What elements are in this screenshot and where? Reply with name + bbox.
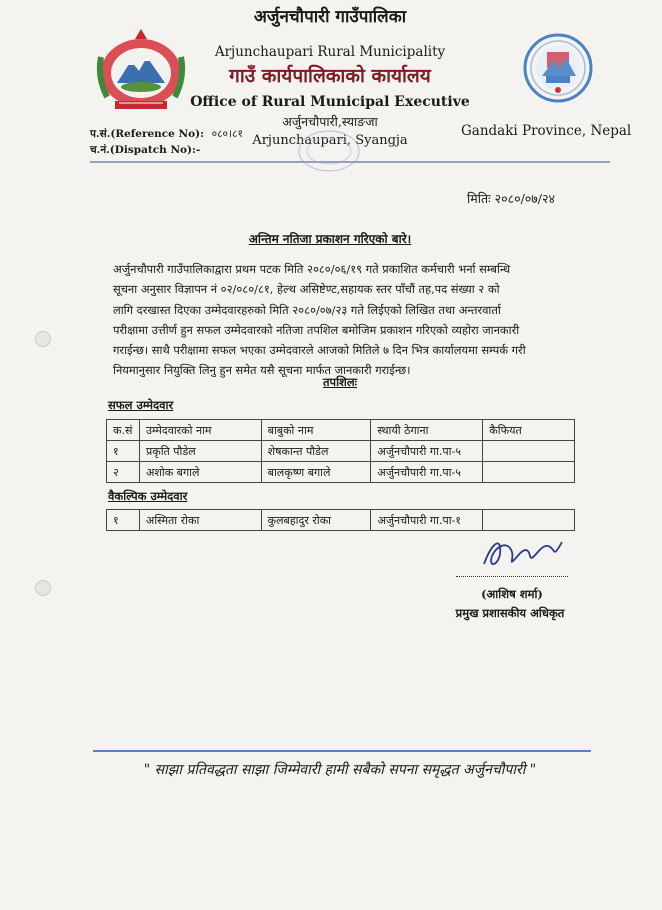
table-row bbox=[107, 462, 575, 483]
body-line: नियमानुसार नियुक्ति लिनु हुन समेत यसै सूचना मार्फत जानकारी गराईन्छ। bbox=[113, 363, 411, 378]
remarks-cell bbox=[483, 462, 575, 483]
municipality-logo bbox=[520, 32, 596, 104]
table-header-row bbox=[107, 420, 575, 441]
details-heading: तपशिलः bbox=[322, 375, 357, 389]
body-line: लागि दरखास्त दिएका उम्मेदवारहरुको मिति २०८०/०७/२३ गते लिईएको लिखित तथा अन्तरवार्ता bbox=[113, 302, 501, 317]
body-line: अर्जुनचौपारी गाउँपालिकाद्वारा प्रथम पटक मिति २०८०/०६/१९ गते प्रकाशित कर्मचारी भर्ना सम्बन्धि bbox=[113, 262, 511, 276]
address-cell: अर्जुनचौपारी गा.पा-१ bbox=[371, 510, 483, 531]
father-name-cell: कुलबहादुर रोका bbox=[261, 510, 371, 531]
nepal-emblem-logo bbox=[95, 27, 187, 113]
municipality-title-en: Arjunchaupari Rural Municipality bbox=[214, 44, 446, 60]
column-header: उम्मेदवारको नाम bbox=[139, 420, 261, 441]
alternate-candidates-table bbox=[106, 509, 575, 531]
footer-slogan: " साझा प्रतिवद्धता साझा जिम्मेवारी हामी सबैको सपना समृद्धत अर्जुनचौपारी " bbox=[143, 762, 537, 778]
footer-divider bbox=[93, 750, 591, 752]
signatory-title: प्रमुख प्रशासकीय अधिकृत bbox=[455, 606, 565, 620]
signature-line bbox=[456, 576, 568, 577]
header-divider bbox=[90, 161, 610, 163]
serial-cell: १ bbox=[107, 441, 140, 462]
column-header: स्थायी ठेगाना bbox=[371, 420, 483, 441]
handwritten-signature bbox=[478, 532, 568, 572]
remarks-cell bbox=[483, 441, 575, 462]
remarks-cell bbox=[483, 510, 575, 531]
body-line: परीक्षामा उत्तीर्ण हुन सफल उम्मेदवारको नतिजा तपशिल बमोजिम प्रकाशन गरिएको व्यहोरा जानकारी bbox=[113, 322, 520, 337]
address-cell: अर्जुनचौपारी गा.पा-५ bbox=[371, 462, 483, 483]
candidate-name-cell: अशोक बगाले bbox=[139, 462, 261, 483]
punch-hole-bottom bbox=[35, 580, 51, 596]
punch-hole-top bbox=[35, 331, 51, 347]
office-stamp-icon bbox=[296, 128, 362, 174]
successful-candidates-table bbox=[106, 419, 575, 483]
address-cell: अर्जुनचौपारी गा.पा-५ bbox=[371, 441, 483, 462]
candidate-name-cell: अस्मिता रोका bbox=[139, 510, 261, 531]
serial-cell: १ bbox=[107, 510, 140, 531]
dispatch-number: च.नं.(Dispatch No):- bbox=[90, 144, 201, 156]
letter-subject: अन्तिम नतिजा प्रकाशन गरिएको बारे। bbox=[248, 232, 412, 246]
place-ne: अर्जुनचौपारी,स्याङजा bbox=[282, 114, 378, 129]
column-header: क.सं bbox=[107, 420, 140, 441]
reference-value: ०८०।८१ bbox=[211, 128, 243, 140]
letter-body bbox=[113, 259, 591, 381]
alternate-heading: वैकल्पिक उम्मेदवार bbox=[108, 489, 188, 503]
serial-cell: २ bbox=[107, 462, 140, 483]
letter-date: मितिः २०८०/०७/२४ bbox=[467, 191, 555, 206]
column-header: बाबुको नाम bbox=[261, 420, 371, 441]
successful-heading: सफल उम्मेदवार bbox=[108, 398, 174, 412]
province-label: Gandaki Province, Nepal bbox=[461, 123, 632, 139]
candidate-name-cell: प्रकृति पौडेल bbox=[139, 441, 261, 462]
office-title-en: Office of Rural Municipal Executive bbox=[190, 94, 470, 110]
body-line: गराईन्छ। साथै परीक्षामा सफल भएका उम्मेदवारले आजको मितिले ७ दिन भित्र कार्यालयमा सम्पर्क गरी bbox=[113, 343, 526, 358]
body-line: सूचना अनुसार विज्ञापन नं ०२/०८०/८१, हेल्थ असिष्टेण्ट,सहायक स्तर पाँचौं तह,पद संख्या २ को bbox=[113, 282, 500, 297]
reference-number bbox=[90, 127, 243, 141]
column-header: कैफियत bbox=[483, 420, 575, 441]
table-row bbox=[107, 510, 575, 531]
place-en: Arjunchaupari, Syangja bbox=[252, 133, 408, 148]
office-title-ne: गाउँ कार्यपालिकाको कार्यालय bbox=[229, 65, 431, 87]
reference-label: प.सं.(Reference No): bbox=[90, 128, 204, 140]
signatory-name: (आशिष शर्मा) bbox=[481, 587, 543, 601]
father-name-cell: शेषकान्त पौडेल bbox=[261, 441, 371, 462]
father-name-cell: बालकृष्ण बगाले bbox=[261, 462, 371, 483]
municipality-title-ne: अर्जुनचौपारी गाउँपालिका bbox=[253, 7, 407, 27]
table-row bbox=[107, 441, 575, 462]
